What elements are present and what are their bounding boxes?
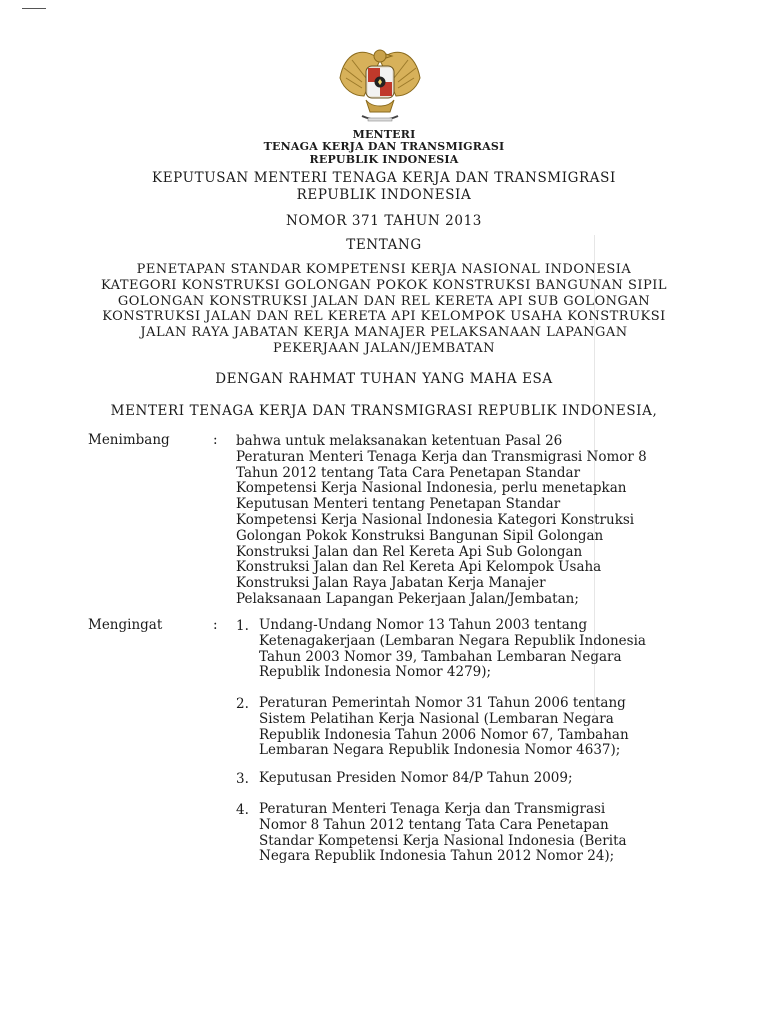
decree-title-line-1: KEPUTUSAN MENTERI TENAGA KERJA DAN TRANSMIGRASI — [152, 170, 616, 186]
mengingat-item-2 — [259, 696, 682, 759]
menimbang-line: Konstruksi Jalan dan Rel Kereta Api Kelompok Usaha — [236, 559, 602, 576]
item-line: Sistem Pelatihan Kerja Nasional (Lembaran Negara — [259, 710, 614, 727]
menimbang-line: Keputusan Menteri tentang Penetapan Standar — [236, 496, 561, 513]
item-number: 4. — [236, 802, 249, 818]
mengingat-item-1 — [259, 618, 682, 681]
decree-title-line-2: REPUBLIK INDONESIA — [296, 187, 472, 203]
item-number: 1. — [236, 618, 249, 634]
mengingat-item-4 — [259, 802, 682, 865]
garuda-emblem-icon — [332, 38, 428, 130]
item-line: Republik Indonesia Nomor 4279); — [259, 664, 492, 681]
subject-line-6: PEKERJAAN JALAN/JEMBATAN — [272, 340, 496, 356]
subject-line-1: PENETAPAN STANDAR KOMPETENSI KERJA NASIONAL INDONESIA — [136, 262, 632, 277]
decree-number: NOMOR 371 TAHUN 2013 — [286, 213, 482, 229]
menimbang-line: Kompetensi Kerja Nasional Indonesia, perlu menetapkan — [236, 480, 627, 497]
mengingat-colon: : — [213, 617, 218, 633]
item-number: 2. — [236, 696, 249, 712]
mengingat-label: Mengingat — [88, 617, 163, 633]
item-line: Peraturan Menteri Tenaga Kerja dan Transmigrasi — [259, 801, 606, 817]
mengingat-item-3 — [259, 771, 682, 787]
menimbang-line: Peraturan Menteri Tenaga Kerja dan Transmigrasi Nomor 8 — [236, 448, 647, 465]
decree-subject — [0, 262, 768, 357]
menimbang-line: Tahun 2012 tentang Tata Cara Penetapan Standar — [236, 464, 581, 481]
subject-line-2: KATEGORI KONSTRUKSI GOLONGAN POKOK KONSTRUKSI BANGUNAN SIPIL — [100, 277, 668, 293]
item-line: Peraturan Pemerintah Nomor 31 Tahun 2006 tentang — [259, 695, 626, 711]
menimbang-colon: : — [213, 432, 218, 448]
item-line: Ketenagakerjaan (Lembaran Negara Republik Indonesia — [259, 632, 646, 649]
scan-mark — [22, 8, 46, 9]
item-line: Lembaran Negara Republik Indonesia Nomor 4637); — [259, 742, 621, 759]
item-line: Tahun 2003 Nomor 39, Tambahan Lembaran Negara — [259, 648, 622, 665]
menimbang-line: Konstruksi Jalan Raya Jabatan Kerja Manajer — [236, 575, 546, 592]
minister-line: MENTERI TENAGA KERJA DAN TRANSMIGRASI REPUBLIK INDONESIA, — [110, 403, 658, 419]
office-line-1: MENTERI — [352, 128, 416, 141]
menimbang-line: bahwa untuk melaksanakan ketentuan Pasal 26 — [236, 433, 563, 449]
menimbang-text — [236, 434, 682, 608]
menimbang-line: Pelaksanaan Lapangan Pekerjaan Jalan/Jembatan; — [236, 590, 579, 607]
menimbang-line: Kompetensi Kerja Nasional Indonesia Kategori Konstruksi — [236, 511, 635, 528]
blessing-line: DENGAN RAHMAT TUHAN YANG MAHA ESA — [215, 371, 553, 387]
item-number: 3. — [236, 771, 249, 787]
item-line: Nomor 8 Tahun 2012 tentang Tata Cara Penetapan — [259, 816, 609, 833]
menimbang-label: Menimbang — [88, 432, 170, 448]
menimbang-line: Golongan Pokok Konstruksi Bangunan Sipil Golongan — [236, 527, 604, 544]
subject-line-3: GOLONGAN KONSTRUKSI JALAN DAN REL KERETA API SUB GOLONGAN — [117, 293, 651, 309]
item-line: Keputusan Presiden Nomor 84/P Tahun 2009; — [259, 770, 573, 786]
subject-line-5: JALAN RAYA JABATAN KERJA MANAJER PELAKSANAAN LAPANGAN — [140, 325, 628, 341]
menimbang-line: Konstruksi Jalan dan Rel Kereta Api Sub Golongan — [236, 543, 583, 560]
item-line: Undang-Undang Nomor 13 Tahun 2003 tentang — [259, 617, 588, 633]
item-line: Republik Indonesia Tahun 2006 Nomor 67, Tambahan — [259, 726, 629, 743]
item-line: Standar Kompetensi Kerja Nasional Indonesia (Berita — [259, 832, 627, 849]
decree-about: TENTANG — [346, 237, 422, 253]
item-line: Negara Republik Indonesia Tahun 2012 Nomor 24); — [259, 848, 615, 865]
office-line-2: TENAGA KERJA DAN TRANSMIGRASI — [263, 140, 505, 153]
subject-line-4: KONSTRUKSI JALAN DAN REL KERETA API KELOMPOK USAHA KONSTRUKSI — [102, 309, 666, 325]
office-line-3: REPUBLIK INDONESIA — [309, 153, 459, 166]
